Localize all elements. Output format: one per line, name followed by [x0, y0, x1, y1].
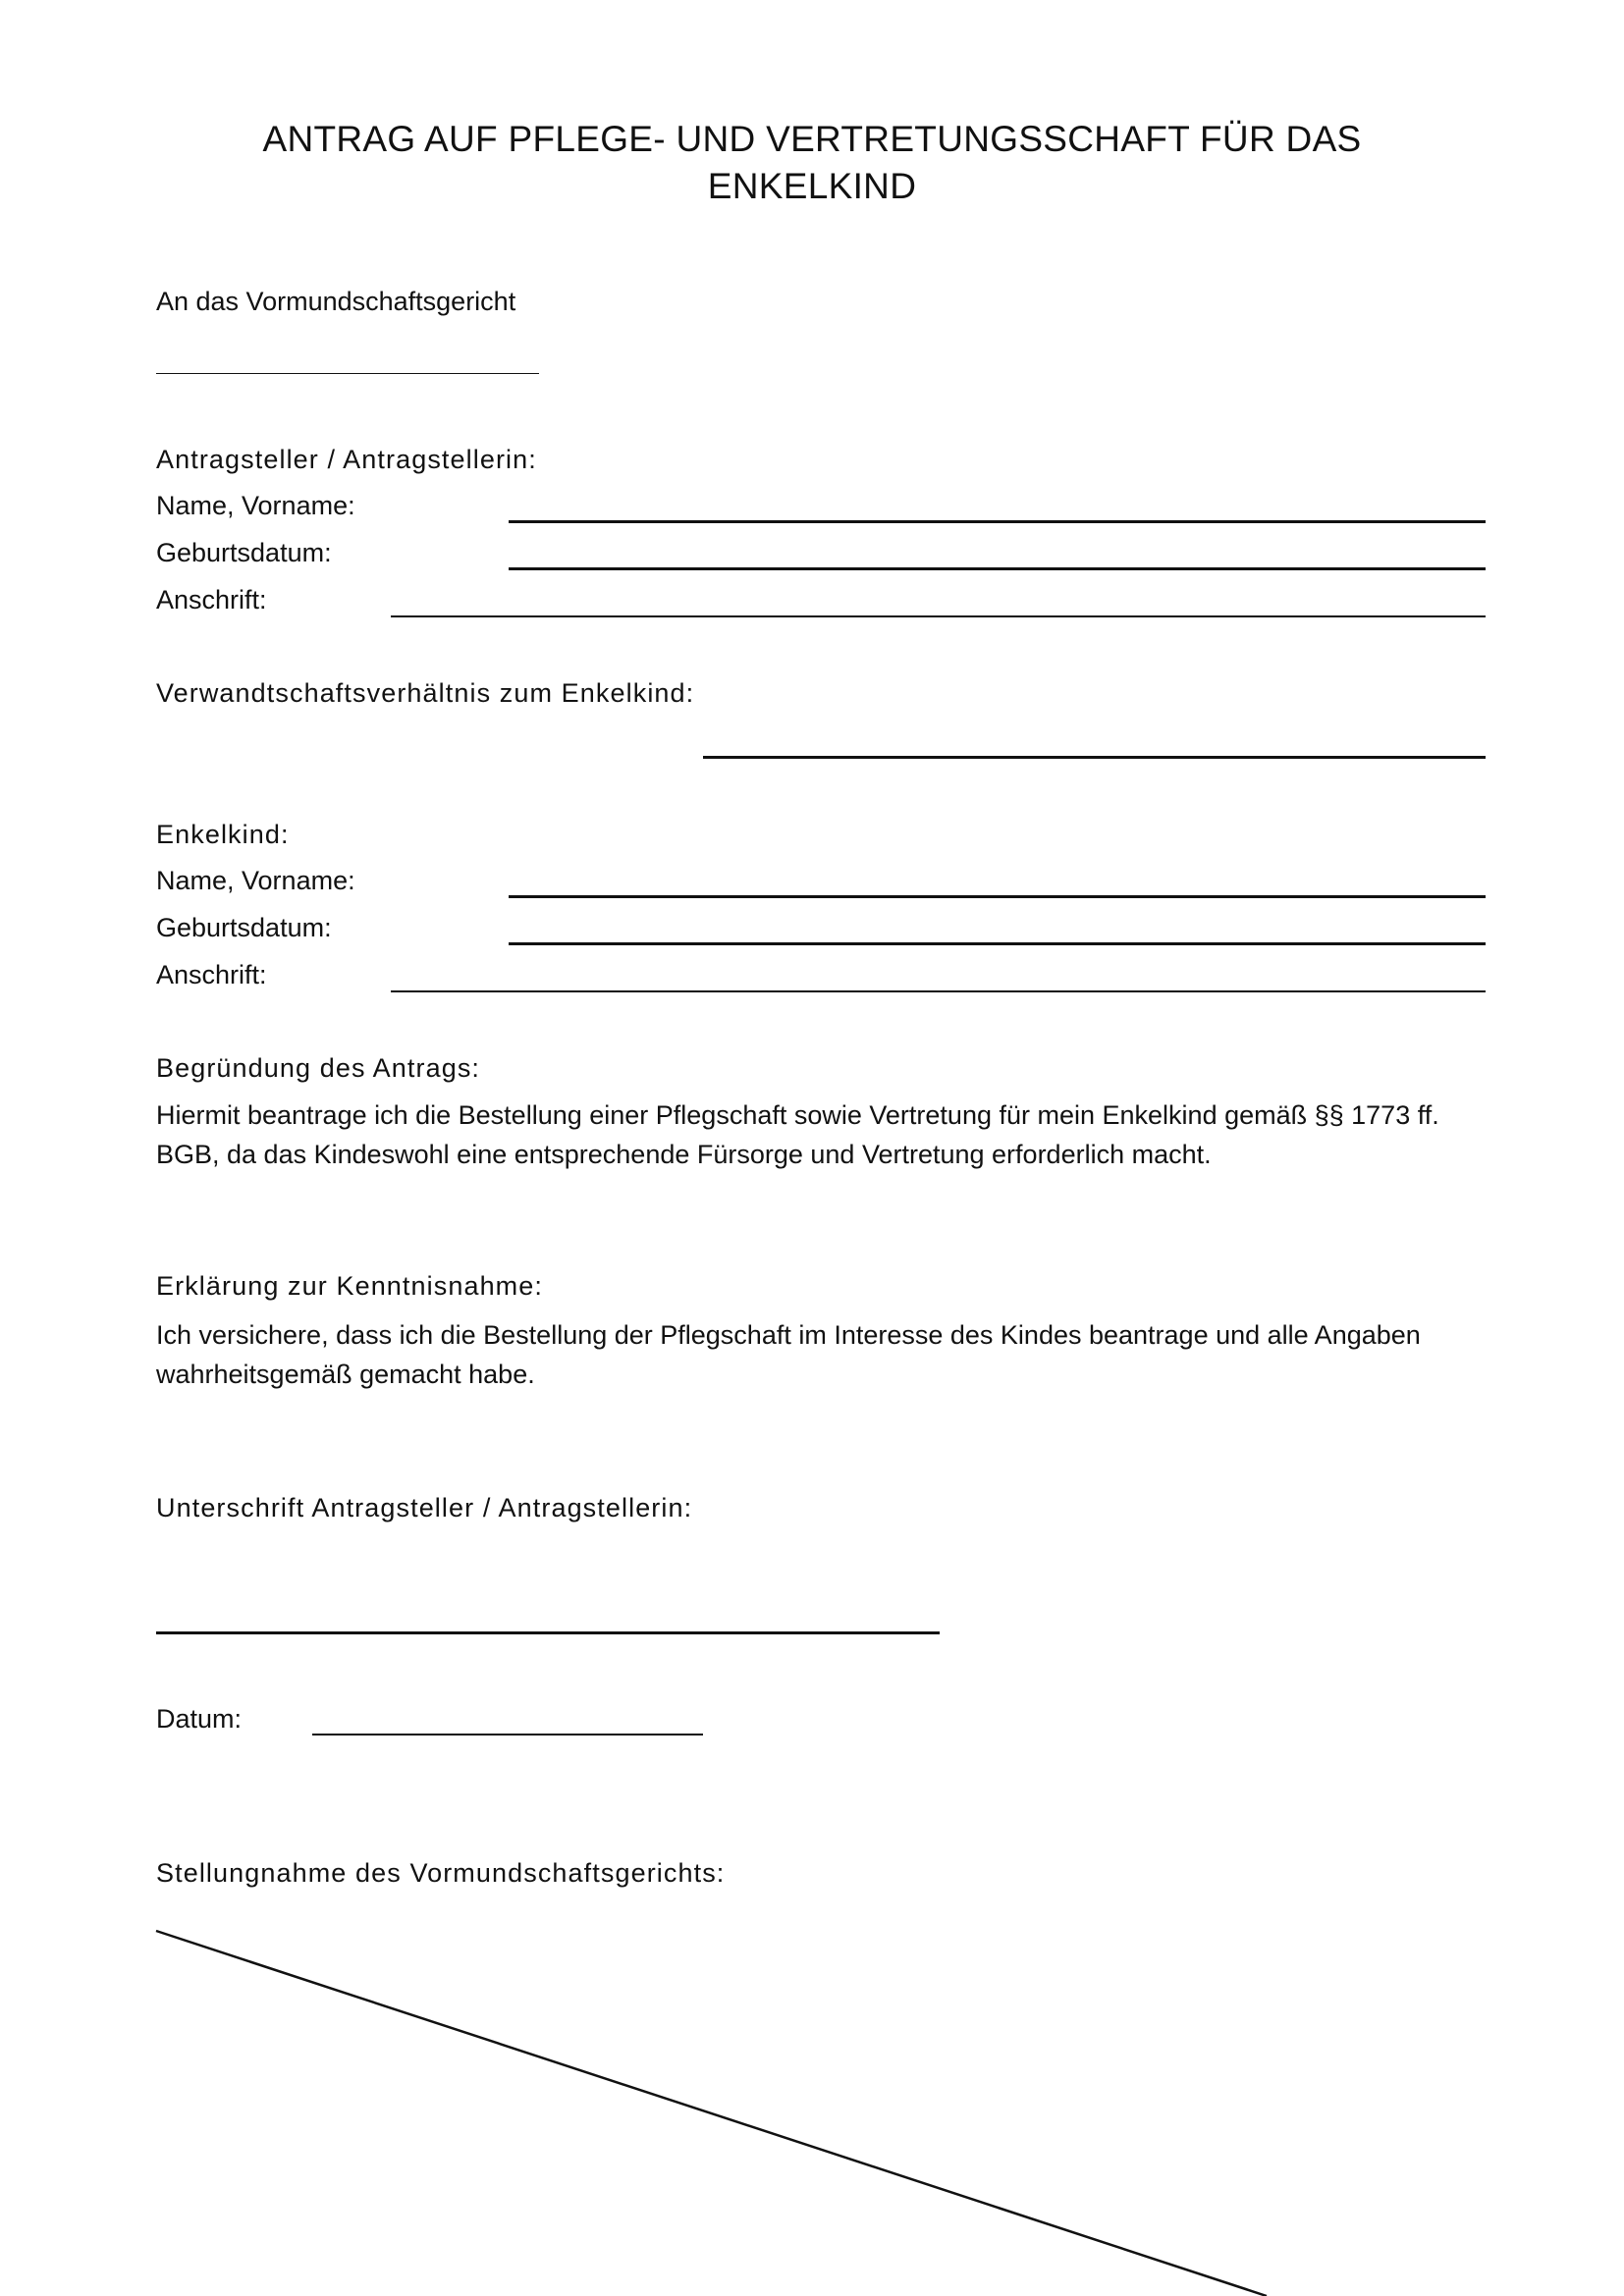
- declaration-heading: Erklärung zur Kenntnisnahme:: [156, 1271, 543, 1301]
- grandchild-address-label: Anschrift:: [156, 960, 267, 989]
- reason-heading: Begründung des Antrags:: [156, 1053, 481, 1083]
- applicant-name-label: Name, Vorname:: [156, 491, 355, 520]
- applicant-heading: Antragsteller / Antragstellerin:: [156, 445, 537, 474]
- applicant-birthdate-label: Geburtsdatum:: [156, 538, 332, 567]
- grandchild-name-label: Name, Vorname:: [156, 866, 355, 895]
- document-title-line-1: ANTRAG AUF PFLEGE- UND VERTRETUNGSSCHAFT FÜR DAS: [262, 119, 1362, 159]
- grandchild-heading: Enkelkind:: [156, 820, 290, 849]
- date-label: Datum:: [156, 1704, 243, 1734]
- document-title-line-2: ENKELKIND: [707, 166, 917, 206]
- grandchild-birthdate-label: Geburtsdatum:: [156, 913, 332, 942]
- signature-label: Unterschrift Antragsteller / Antragstellerin:: [156, 1493, 693, 1522]
- applicant-address-label: Anschrift:: [156, 585, 267, 614]
- reason-text: Hiermit beantrage ich die Bestellung einer Pflegschaft sowie Vertretung für mein Enkelkind gemäß §§ 1773 ff. BGB, da das Kindeswohl eine entsprechende Fürsorge und Vertretung erforderlich macht.: [156, 1100, 1439, 1169]
- declaration-text: Ich versichere, dass ich die Bestellung der Pflegschaft im Interesse des Kindes beantrage und alle Angaben wahrheitsgemäß gemacht habe.: [156, 1320, 1421, 1389]
- relationship-label: Verwandtschaftsverhältnis zum Enkelkind:: [156, 678, 695, 708]
- recipient-label: An das Vormundschaftsgericht: [156, 287, 516, 316]
- court-statement-label: Stellungnahme des Vormundschaftsgerichts:: [156, 1858, 726, 1888]
